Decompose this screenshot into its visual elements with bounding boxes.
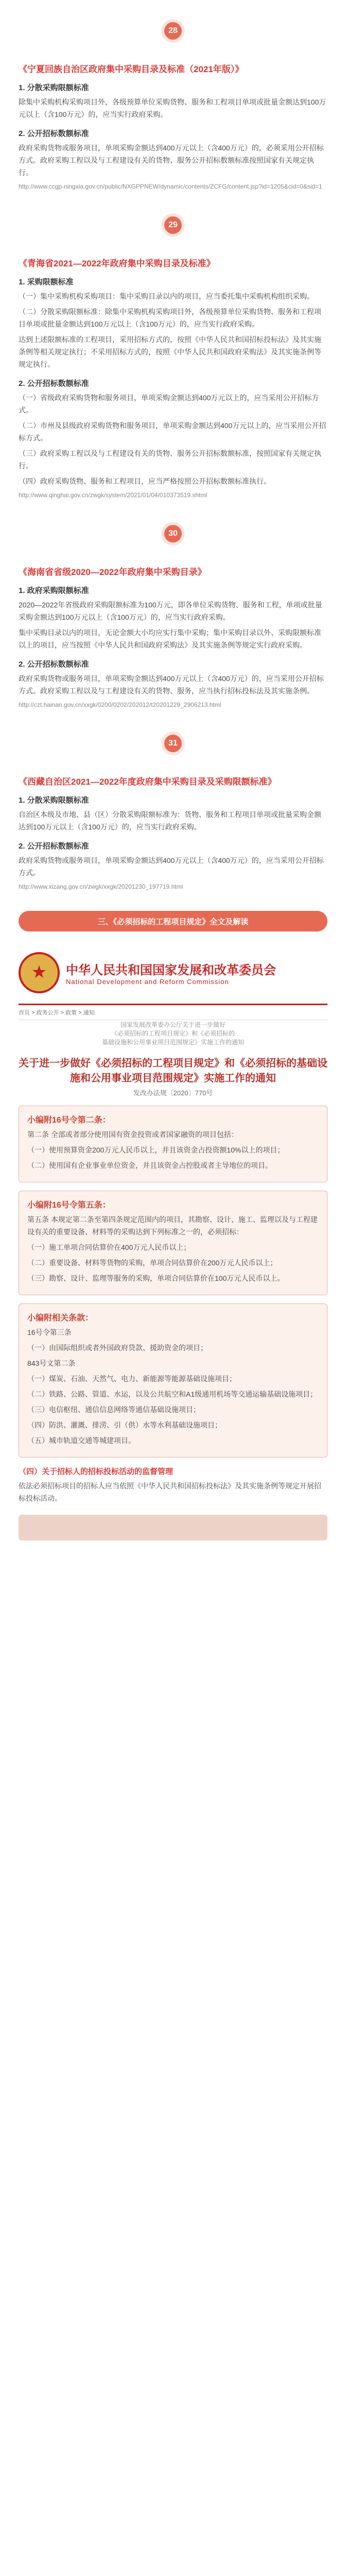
doc-number: 发改办法规〔2020〕770号 — [133, 1089, 213, 1097]
ndrc-name-cn: 中华人民共和国国家发展和改革委员会 — [66, 963, 276, 977]
doc-pre-title: 基础设施和公用事业项目范围规定》实施工作的通知 — [101, 1039, 244, 1046]
callout-item: 843号文第二条 — [27, 1359, 76, 1367]
paragraph: 自治区本级及市地、县（区）分散采购限额标准为：货物、服务和工程项目单项或批量采购金额达到100万元以上（含100万元）的，应当实行政府采购。 — [19, 810, 321, 831]
paragraph: 2020—2022年省级政府采购限额标准为100万元，即各单位采购货物、服务和工程，单项或批量采购金额达到100万元以上（含100万元）的，应当实行政府采购。 — [19, 601, 322, 621]
paragraph: （一）省级政府采购货物和服务项目，单项采购金额达到400万元以上的，应当采用公开招标方式。 — [19, 394, 319, 414]
subheading: 2. 公开招标数额标准 — [19, 379, 89, 388]
callout-item: （一）施工单项合同估算价在400万元人民币以上； — [27, 1243, 191, 1251]
section-number-badge: 30 — [164, 525, 182, 543]
callout-item: （一）由国际组织或者外国政府贷款、援助资金的项目； — [27, 1344, 207, 1352]
callout-item: （二）铁路、公路、管道、水运，以及公共航空和A1级通用机场等交通运输基础设施项目； — [27, 1390, 318, 1398]
subheading: 1. 分散采购限额标准 — [19, 83, 89, 92]
callout-title: 小编附相关条款： — [27, 1314, 94, 1323]
section-31 — [19, 713, 327, 890]
paragraph: 除集中采购机构采购项目外，各级预算单位采购货物、服务和工程项目单项或批量金额达到100万元以上（含100万元）的，应当实行政府采购。 — [19, 98, 326, 118]
callout-item: （一）煤炭、石油、天然气、电力、新能源等能源基础设施项目； — [27, 1375, 236, 1383]
callout-item: （四）防洪、灌溉、排涝、引（供）水等水利基础设施项目； — [27, 1421, 222, 1429]
section-number-badge: 29 — [164, 216, 182, 234]
breadcrumb[interactable]: 首页 > 政务公开 > 政策 > 通知 — [19, 1005, 327, 1020]
paragraph: 集中采购目录以内的项目，无论金额大小均应实行集中采购；集中采购目录以外、采购限额标准以上的项目，应当按照《中华人民共和国政府采购法》及其实施条例等规定实行政府采购。 — [19, 629, 321, 649]
paragraph: （四）政府采购货物、服务和工程项目，应当严格按照公开招标数额标准执行。 — [19, 477, 271, 485]
callout-item: （三）勘察、设计、监理等服务的采购，单项合同估算价在100万元人民币以上。 — [27, 1274, 285, 1282]
doc-pre-title: 国家发展改革委办公厅关于进一步做好 — [120, 1021, 226, 1028]
section-29 — [19, 194, 327, 499]
section-30 — [19, 503, 327, 708]
section-banner: 三、《必须招标的工程项目规定》全文及解读 — [19, 911, 327, 931]
source-link[interactable]: http://www.ccgp-ningxia.gov.cn/public/NXGPPNEW/dynamic/contents/ZCFG/content.jsp?id=1205&cid=0&sid=1 — [19, 183, 322, 190]
ndrc-name-en: National Development and Reform Commission — [66, 978, 229, 986]
callout-item: （二）使用国有企业事业单位资金，并且该资金占控股或者主导地位的项目。 — [27, 1161, 272, 1170]
subheading: 1. 采购限额标准 — [19, 278, 74, 286]
callout-item: （二）重要设备、材料等货物的采购，单项合同估算价在200万元人民币以上； — [27, 1259, 278, 1267]
section-number-badge: 28 — [164, 22, 182, 40]
paragraph: 政府采购货物或服务项目，单项采购金额达到400万元以上（含400万元）的，必须采用公开招标方式。政府采购工程以及与工程建设有关的货物、服务公开招标数额标准按照国家有关规定执行。 — [19, 144, 324, 177]
callout-title: 小编附16号令第五条： — [27, 1201, 111, 1210]
paragraph: 达到上述限额标准的工程项目，采用招标方式的，按照《中华人民共和国招标投标法》及其实施条例等相关规定执行；不采用招标方式的，按照《中华人民共和国政府采购法》及其实施条例等规定执行。 — [19, 335, 321, 368]
section-title: 《西藏自治区2021—2022年度政府集中采购目录及采购限额标准》 — [19, 777, 276, 787]
paragraph: （二）市州及县级政府采购货物和服务项目，单项采购金额达到400万元以上的，应当采用公开招标方式。 — [19, 421, 326, 442]
callout-item: 16号令第三条 — [27, 1328, 72, 1336]
paragraph: 政府采购货物或服务项目，单项采购金额达到400万元以上（含400万元）的，应当采用公开招标方式。 — [19, 856, 324, 877]
paragraph: 政府采购货物或服务项目，单项采购金额达到400万元以上（含400万元）的，应当采用公开招标方式。政府采购工程以及与工程建设有关的货物、服务，应当执行招标投标法及其实施条例。 — [19, 674, 324, 695]
doc-pre-title: 《必须招标的工程项目规定》和《必须招标的 — [111, 1030, 235, 1037]
paragraph: （一）集中采购机构采购项目：集中采购目录以内的项目，应当委托集中采购机构组织采购。 — [19, 292, 314, 300]
source-link[interactable]: http://www.xizang.gov.cn/zwgk/xxgk/20201230_197719.html — [19, 883, 183, 890]
callout-item: 第二条 全部或者部分使用国有资金投资或者国家融资的项目包括： — [27, 1130, 238, 1139]
section-title: 《青海省2021—2022年政府集中采购目录及标准》 — [19, 259, 215, 268]
subheading: 2. 公开招标数额标准 — [19, 842, 89, 851]
callout-item: （三）电信枢纽、通信信息网络等通信基础设施项目； — [27, 1405, 200, 1414]
callout-title: 小编附16号令第二条： — [27, 1116, 111, 1125]
doc-title: 关于进一步做好《必须招标的工程项目规定》和《必须招标的基础设施和公用事业项目范围规定》实施工作的通知 — [19, 1058, 327, 1084]
footer-bar — [19, 1515, 327, 1540]
section-title: 《海南省省级2020—2022年政府集中采购目录》 — [19, 567, 206, 577]
source-link[interactable]: http://czt.hainan.gov.cn/xxgk/0200/0202/202012/t20201229_2906213.html — [19, 701, 221, 708]
source-link[interactable]: http://www.qinghai.gov.cn/zwgk/system/2021/01/04/010373519.shtml — [19, 492, 207, 499]
section-number-badge: 31 — [164, 735, 182, 752]
callout-box — [19, 1106, 327, 1182]
callout-box — [19, 1191, 327, 1295]
paragraph: （二）分散采购限额标准：除集中采购机构采购项目外，各级预算单位采购货物、服务和工程项目单项或批量金额达到100万元以上（含100万元）的，应当实行政府采购。 — [19, 308, 321, 328]
subheading: 2. 公开招标数额标准 — [19, 660, 89, 669]
national-emblem-icon — [19, 952, 60, 993]
paragraph: （三）政府采购工程以及与工程建设有关的货物、服务公开招标数额标准，按照国家有关规定执行。 — [19, 449, 321, 470]
callout-item: （一）使用预算资金200万元人民币以上，并且该资金占投资额10%以上的项目； — [27, 1146, 285, 1154]
subheading: （四）关于招标人的招标投标活动的监督管理 — [19, 1467, 174, 1476]
subheading: 1. 政府采购限额标准 — [19, 586, 89, 595]
section-28 — [19, 0, 327, 190]
subheading: 2. 公开招标数额标准 — [19, 129, 89, 138]
callout-item: （五）城市轨道交通等城建项目。 — [27, 1436, 135, 1445]
ndrc-header — [19, 942, 327, 1005]
section-title: 《宁夏回族自治区政府集中采购目录及标准（2021年版）》 — [19, 64, 244, 74]
callout-box — [19, 1303, 327, 1458]
paragraph: 依法必须招标项目的招标人应当依照《中华人民共和国招标投标法》及其实施条例等规定开展招标投标活动。 — [19, 1482, 321, 1502]
subheading: 1. 分散采购限额标准 — [19, 796, 89, 805]
callout-item: 第五条 本规定第二条至第四条规定范围内的项目，其勘察、设计、施工、监理以及与工程建设有关的重要设备、材料等的采购达到下列标准之一的，必须招标： — [27, 1215, 318, 1236]
